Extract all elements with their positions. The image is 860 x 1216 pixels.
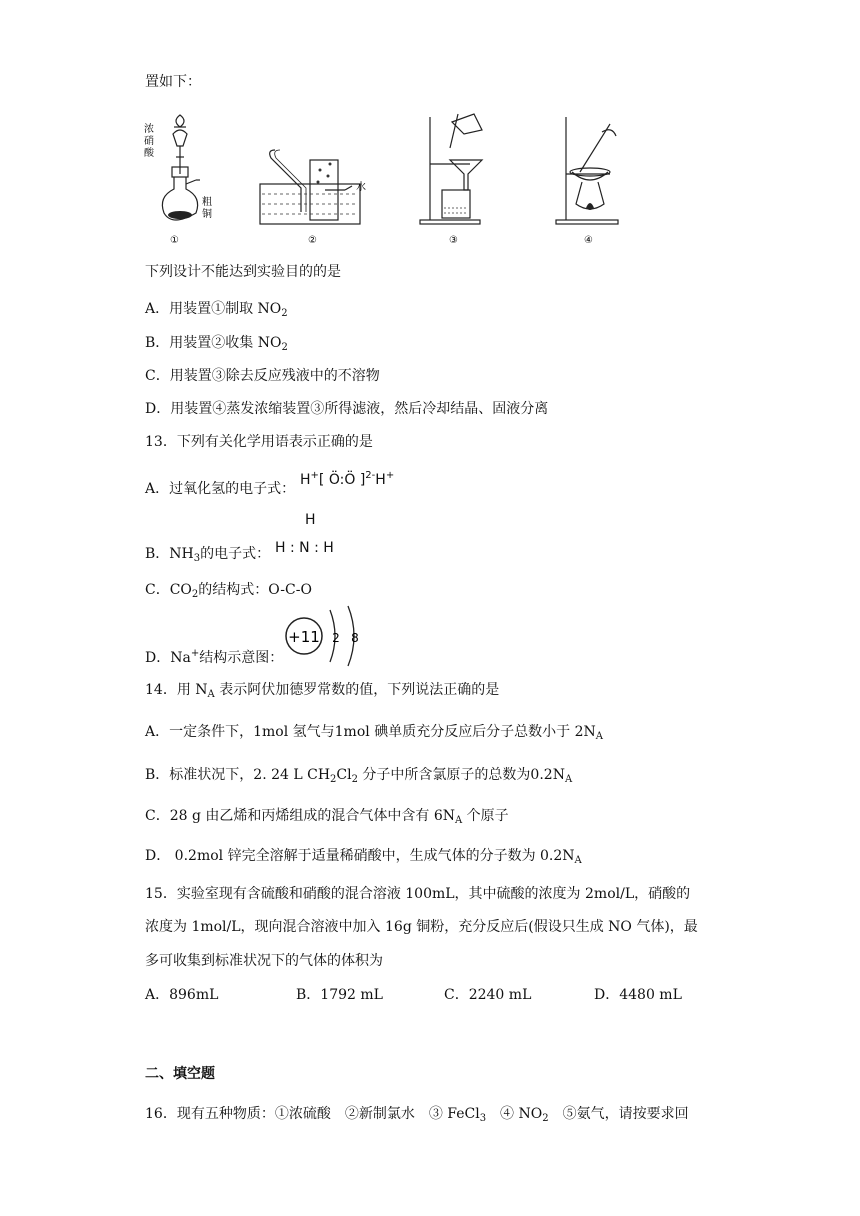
fig4-number: ④: [584, 235, 593, 246]
apparatus-3: [420, 114, 482, 224]
h2o2-electron-formula: H+[ Ö:Ö ]$^{2-}$H+: [300, 470, 395, 488]
fig1-label-2: 硝: [144, 136, 154, 147]
nucleus-charge: +11: [288, 628, 320, 646]
fig1-label-1: 浓: [144, 124, 154, 135]
q12-option-c: C．用装置③除去反应残液中的不溶物: [145, 368, 380, 384]
apparatus-1: [162, 115, 200, 220]
intro-text: 置如下：: [145, 74, 201, 90]
fig1-label-3: 酸: [144, 148, 154, 159]
q15-option-c: C．2240 mL: [444, 987, 532, 1003]
q16-stem: 16．现有五种物质：①浓硫酸 ②新制氯水 ③ FeCl$_3$ ④ $NO_2$ ⑤氨气，请按要求回: [145, 1106, 689, 1124]
fig1-number: ①: [170, 235, 179, 246]
q14-option-a: A．一定条件下，1mol 氢气与1mol 碘单质充分反应后分子总数小于 $2N_A$: [145, 724, 604, 742]
q12-option-a: A．用装置①制取 $NO_2$: [145, 301, 288, 319]
q14-option-b: B．标准状况下，2. 24 L $CH_2Cl_2$ 分子中所含氯原子的总数为$0.2N_A$: [145, 767, 573, 785]
na-ion-structure-diagram: [284, 604, 364, 668]
q12-option-b: B．用装置②收集 $NO_2$: [145, 335, 288, 353]
q15-line-3: 多可收集到标准状况下的气体的体积为: [145, 953, 383, 969]
q15-option-d: D．4480 mL: [594, 987, 682, 1003]
q13-option-d: D．Na+结构示意图：: [145, 648, 284, 666]
fig2-number: ②: [308, 235, 317, 246]
fig1-label-5: 铜: [202, 209, 212, 220]
crude-copper: [168, 211, 192, 219]
shell-2-count: 8: [351, 631, 359, 645]
q12-option-d: D．用装置④蒸发浓缩装置③所得滤液，然后冷却结晶、固液分离: [145, 401, 549, 417]
fig1-label-4: 粗: [202, 197, 212, 208]
apparatus-2: [260, 150, 360, 224]
q13-stem: 13．下列有关化学用语表示正确的是: [145, 434, 373, 450]
nh3-top-h: H: [305, 512, 316, 528]
q14-stem: 14．用 $N_A$ 表示阿伏加德罗常数的值，下列说法正确的是: [145, 682, 500, 700]
apparatus-figure: [140, 112, 660, 250]
fig2-water-label: 水: [356, 182, 366, 193]
q13-option-c: C．$CO_2$的结构式：O-C-O: [145, 582, 312, 600]
q12-stem: 下列设计不能达到实验目的的是: [145, 264, 341, 280]
q14-option-d: D． 0.2mol 锌完全溶解于适量稀硝酸中，生成气体的分子数为 $0.2N_A$: [145, 848, 582, 866]
q15-option-b: B．1792 mL: [296, 987, 383, 1003]
fig3-number: ③: [449, 235, 458, 246]
shell-1-count: 2: [332, 631, 340, 645]
q15-line-2: 浓度为 1mol/L，现向混合溶液中加入 16g 铜粉，充分反应后(假设只生成 NO 气体)，最: [145, 919, 698, 935]
nh3-electron-formula: H : N : H: [275, 540, 334, 556]
q13-option-a: A．过氧化氢的电子式：: [145, 481, 296, 497]
q13-option-b: B．$NH_3$的电子式：: [145, 546, 271, 564]
q14-option-c: C．28 g 由乙烯和丙烯组成的混合气体中含有 $6N_A$ 个原子: [145, 808, 509, 826]
q15-option-a: A．896mL: [145, 987, 219, 1003]
section-heading: 二、填空题: [145, 1066, 215, 1082]
q15-line-1: 15．实验室现有含硫酸和硝酸的混合溶液 100mL，其中硫酸的浓度为 2mol/L，硝酸的: [145, 886, 691, 902]
